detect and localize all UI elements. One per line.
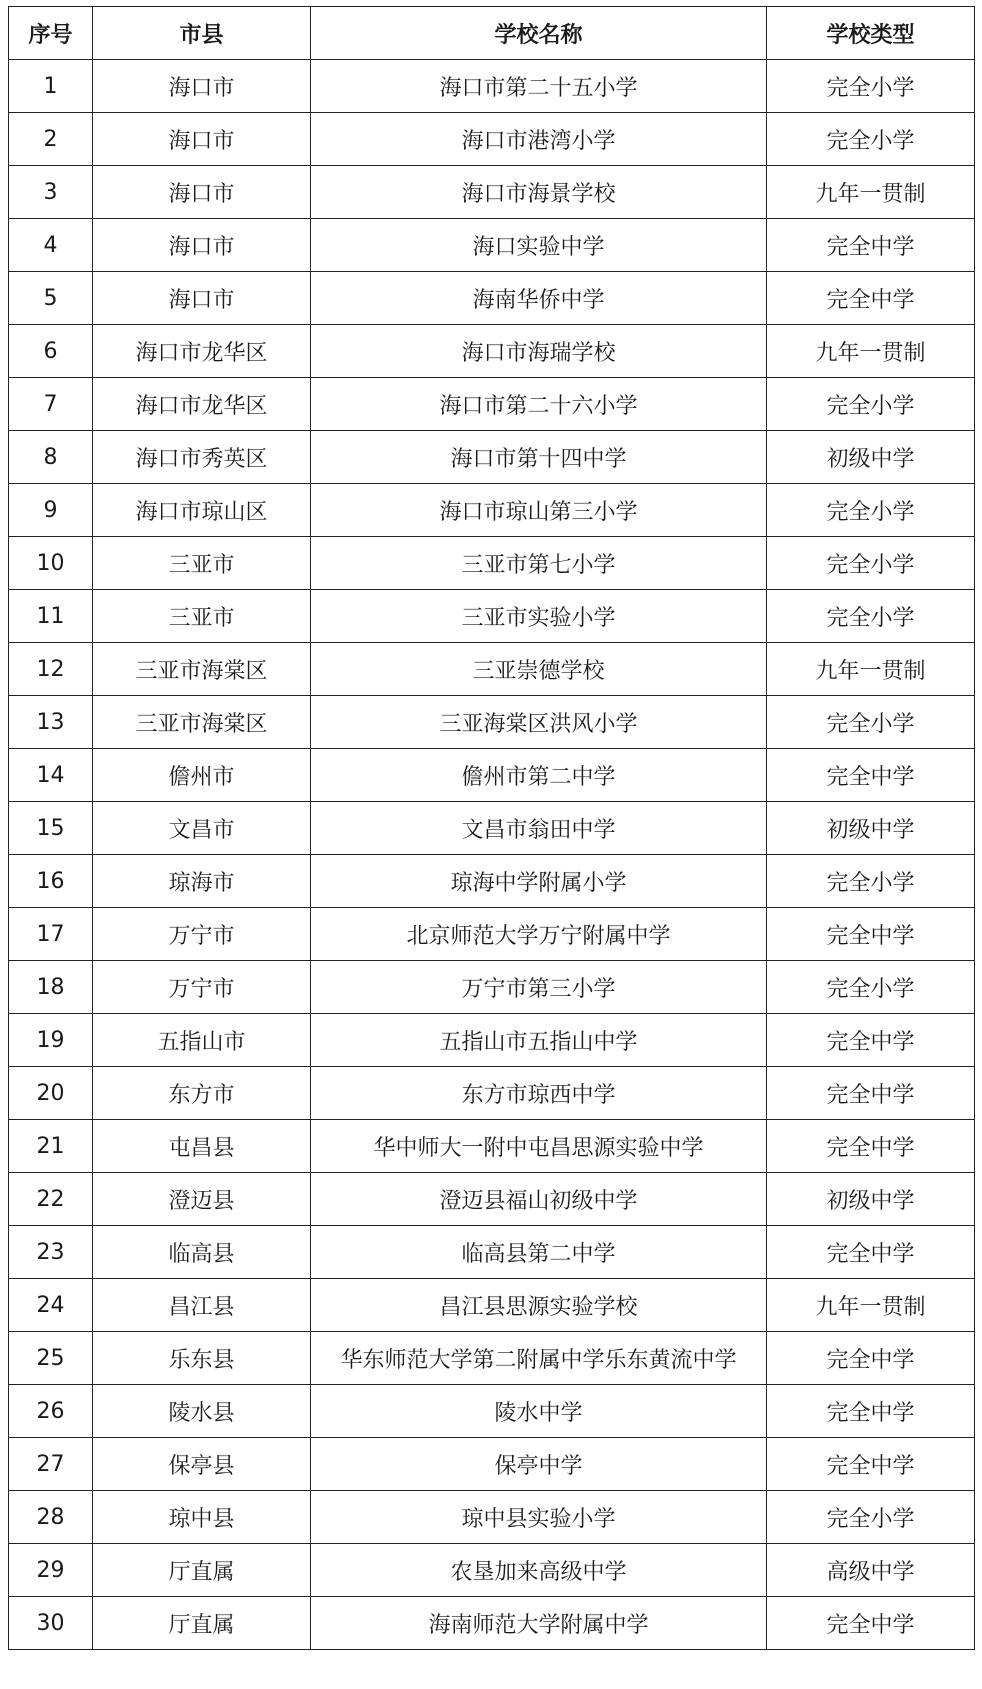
cell-index: 2 (9, 113, 93, 166)
cell-school-type: 九年一贯制 (767, 643, 975, 696)
cell-school-type: 完全中学 (767, 1067, 975, 1120)
cell-city-county: 海口市龙华区 (93, 378, 311, 431)
cell-index: 23 (9, 1226, 93, 1279)
table-row (9, 961, 975, 1014)
cell-city-county: 琼海市 (93, 855, 311, 908)
cell-index: 27 (9, 1438, 93, 1491)
table-row (9, 325, 975, 378)
cell-school-type: 完全中学 (767, 1226, 975, 1279)
cell-city-county: 海口市 (93, 60, 311, 113)
table-row (9, 1279, 975, 1332)
cell-index: 29 (9, 1544, 93, 1597)
table-row (9, 272, 975, 325)
cell-city-county: 陵水县 (93, 1385, 311, 1438)
cell-index: 15 (9, 802, 93, 855)
cell-city-county: 儋州市 (93, 749, 311, 802)
cell-city-county: 屯昌县 (93, 1120, 311, 1173)
cell-school-name: 海南华侨中学 (311, 272, 767, 325)
cell-school-name: 三亚海棠区洪风小学 (311, 696, 767, 749)
cell-city-county: 琼中县 (93, 1491, 311, 1544)
cell-school-name: 海口市海瑞学校 (311, 325, 767, 378)
cell-index: 30 (9, 1597, 93, 1650)
cell-school-name: 东方市琼西中学 (311, 1067, 767, 1120)
cell-school-type: 完全中学 (767, 908, 975, 961)
cell-school-name: 三亚市第七小学 (311, 537, 767, 590)
table-row (9, 1120, 975, 1173)
table-row (9, 1385, 975, 1438)
table-row (9, 378, 975, 431)
cell-index: 25 (9, 1332, 93, 1385)
cell-school-type: 完全小学 (767, 378, 975, 431)
cell-school-type: 完全中学 (767, 272, 975, 325)
cell-school-name: 农垦加来高级中学 (311, 1544, 767, 1597)
cell-index: 7 (9, 378, 93, 431)
school-table (8, 6, 975, 1650)
cell-school-name: 海南师范大学附属中学 (311, 1597, 767, 1650)
cell-city-county: 昌江县 (93, 1279, 311, 1332)
cell-school-name: 保亭中学 (311, 1438, 767, 1491)
cell-city-county: 保亭县 (93, 1438, 311, 1491)
cell-school-name: 海口实验中学 (311, 219, 767, 272)
cell-index: 19 (9, 1014, 93, 1067)
cell-city-county: 乐东县 (93, 1332, 311, 1385)
table-row (9, 802, 975, 855)
cell-index: 22 (9, 1173, 93, 1226)
cell-index: 16 (9, 855, 93, 908)
table-header-row (9, 7, 975, 60)
cell-school-type: 完全小学 (767, 60, 975, 113)
cell-city-county: 厅直属 (93, 1544, 311, 1597)
cell-city-county: 海口市 (93, 272, 311, 325)
header-school-type: 学校类型 (767, 7, 975, 60)
cell-school-type: 完全中学 (767, 1385, 975, 1438)
cell-school-type: 初级中学 (767, 1173, 975, 1226)
cell-school-name: 临高县第二中学 (311, 1226, 767, 1279)
cell-school-name: 琼海中学附属小学 (311, 855, 767, 908)
table-row (9, 643, 975, 696)
cell-school-type: 完全小学 (767, 961, 975, 1014)
cell-city-county: 海口市秀英区 (93, 431, 311, 484)
cell-school-name: 三亚市实验小学 (311, 590, 767, 643)
cell-city-county: 海口市龙华区 (93, 325, 311, 378)
cell-school-type: 完全中学 (767, 1597, 975, 1650)
cell-index: 11 (9, 590, 93, 643)
cell-index: 6 (9, 325, 93, 378)
cell-school-type: 完全中学 (767, 749, 975, 802)
cell-school-name: 澄迈县福山初级中学 (311, 1173, 767, 1226)
cell-index: 21 (9, 1120, 93, 1173)
cell-index: 9 (9, 484, 93, 537)
cell-school-type: 完全中学 (767, 1014, 975, 1067)
table-row (9, 1597, 975, 1650)
table-row (9, 1226, 975, 1279)
cell-index: 26 (9, 1385, 93, 1438)
cell-school-type: 完全中学 (767, 1438, 975, 1491)
cell-index: 10 (9, 537, 93, 590)
cell-index: 4 (9, 219, 93, 272)
cell-school-type: 高级中学 (767, 1544, 975, 1597)
cell-index: 3 (9, 166, 93, 219)
cell-school-name: 海口市第二十五小学 (311, 60, 767, 113)
cell-city-county: 五指山市 (93, 1014, 311, 1067)
cell-index: 8 (9, 431, 93, 484)
cell-city-county: 海口市 (93, 113, 311, 166)
cell-index: 5 (9, 272, 93, 325)
cell-city-county: 海口市 (93, 166, 311, 219)
cell-school-name: 海口市琼山第三小学 (311, 484, 767, 537)
cell-city-county: 澄迈县 (93, 1173, 311, 1226)
cell-city-county: 东方市 (93, 1067, 311, 1120)
cell-city-county: 三亚市 (93, 537, 311, 590)
cell-city-county: 临高县 (93, 1226, 311, 1279)
cell-index: 18 (9, 961, 93, 1014)
cell-school-name: 文昌市翁田中学 (311, 802, 767, 855)
cell-school-name: 海口市第十四中学 (311, 431, 767, 484)
cell-school-name: 海口市海景学校 (311, 166, 767, 219)
table-row (9, 537, 975, 590)
cell-city-county: 海口市 (93, 219, 311, 272)
cell-index: 14 (9, 749, 93, 802)
school-list-sheet (8, 6, 974, 1682)
cell-school-type: 完全小学 (767, 855, 975, 908)
cell-school-type: 完全小学 (767, 113, 975, 166)
table-row (9, 166, 975, 219)
cell-school-type: 九年一贯制 (767, 166, 975, 219)
cell-index: 1 (9, 60, 93, 113)
cell-school-type: 完全小学 (767, 696, 975, 749)
cell-city-county: 万宁市 (93, 908, 311, 961)
cell-index: 24 (9, 1279, 93, 1332)
cell-index: 28 (9, 1491, 93, 1544)
cell-school-type: 完全小学 (767, 484, 975, 537)
cell-school-name: 五指山市五指山中学 (311, 1014, 767, 1067)
table-row (9, 908, 975, 961)
table-row (9, 113, 975, 166)
table-body (9, 60, 975, 1650)
cell-city-county: 三亚市 (93, 590, 311, 643)
cell-index: 20 (9, 1067, 93, 1120)
cell-school-name: 海口市第二十六小学 (311, 378, 767, 431)
cell-school-name: 华中师大一附中屯昌思源实验中学 (311, 1120, 767, 1173)
header-school-name: 学校名称 (311, 7, 767, 60)
cell-school-type: 完全中学 (767, 219, 975, 272)
cell-school-name: 三亚崇德学校 (311, 643, 767, 696)
table-row (9, 1438, 975, 1491)
cell-school-name: 海口市港湾小学 (311, 113, 767, 166)
table-row (9, 219, 975, 272)
cell-city-county: 万宁市 (93, 961, 311, 1014)
cell-school-name: 琼中县实验小学 (311, 1491, 767, 1544)
cell-school-name: 昌江县思源实验学校 (311, 1279, 767, 1332)
cell-city-county: 厅直属 (93, 1597, 311, 1650)
header-city-county: 市县 (93, 7, 311, 60)
cell-school-type: 九年一贯制 (767, 325, 975, 378)
cell-city-county: 三亚市海棠区 (93, 643, 311, 696)
cell-school-type: 完全小学 (767, 1491, 975, 1544)
table-row (9, 1332, 975, 1385)
table-row (9, 484, 975, 537)
cell-school-name: 北京师范大学万宁附属中学 (311, 908, 767, 961)
header-index: 序号 (9, 7, 93, 60)
cell-city-county: 海口市琼山区 (93, 484, 311, 537)
table-row (9, 590, 975, 643)
cell-school-type: 九年一贯制 (767, 1279, 975, 1332)
cell-school-type: 完全小学 (767, 590, 975, 643)
cell-school-name: 儋州市第二中学 (311, 749, 767, 802)
cell-city-county: 文昌市 (93, 802, 311, 855)
cell-school-name: 万宁市第三小学 (311, 961, 767, 1014)
cell-school-name: 华东师范大学第二附属中学乐东黄流中学 (311, 1332, 767, 1385)
cell-school-type: 初级中学 (767, 802, 975, 855)
table-row (9, 855, 975, 908)
cell-city-county: 三亚市海棠区 (93, 696, 311, 749)
cell-school-type: 完全中学 (767, 1332, 975, 1385)
table-row (9, 1173, 975, 1226)
cell-school-type: 完全小学 (767, 537, 975, 590)
cell-school-type: 完全中学 (767, 1120, 975, 1173)
table-row (9, 1014, 975, 1067)
cell-school-name: 陵水中学 (311, 1385, 767, 1438)
table-row (9, 1544, 975, 1597)
cell-school-type: 初级中学 (767, 431, 975, 484)
cell-index: 12 (9, 643, 93, 696)
table-row (9, 1491, 975, 1544)
table-row (9, 749, 975, 802)
table-row (9, 60, 975, 113)
table-row (9, 1067, 975, 1120)
cell-index: 17 (9, 908, 93, 961)
table-row (9, 696, 975, 749)
cell-index: 13 (9, 696, 93, 749)
table-row (9, 431, 975, 484)
